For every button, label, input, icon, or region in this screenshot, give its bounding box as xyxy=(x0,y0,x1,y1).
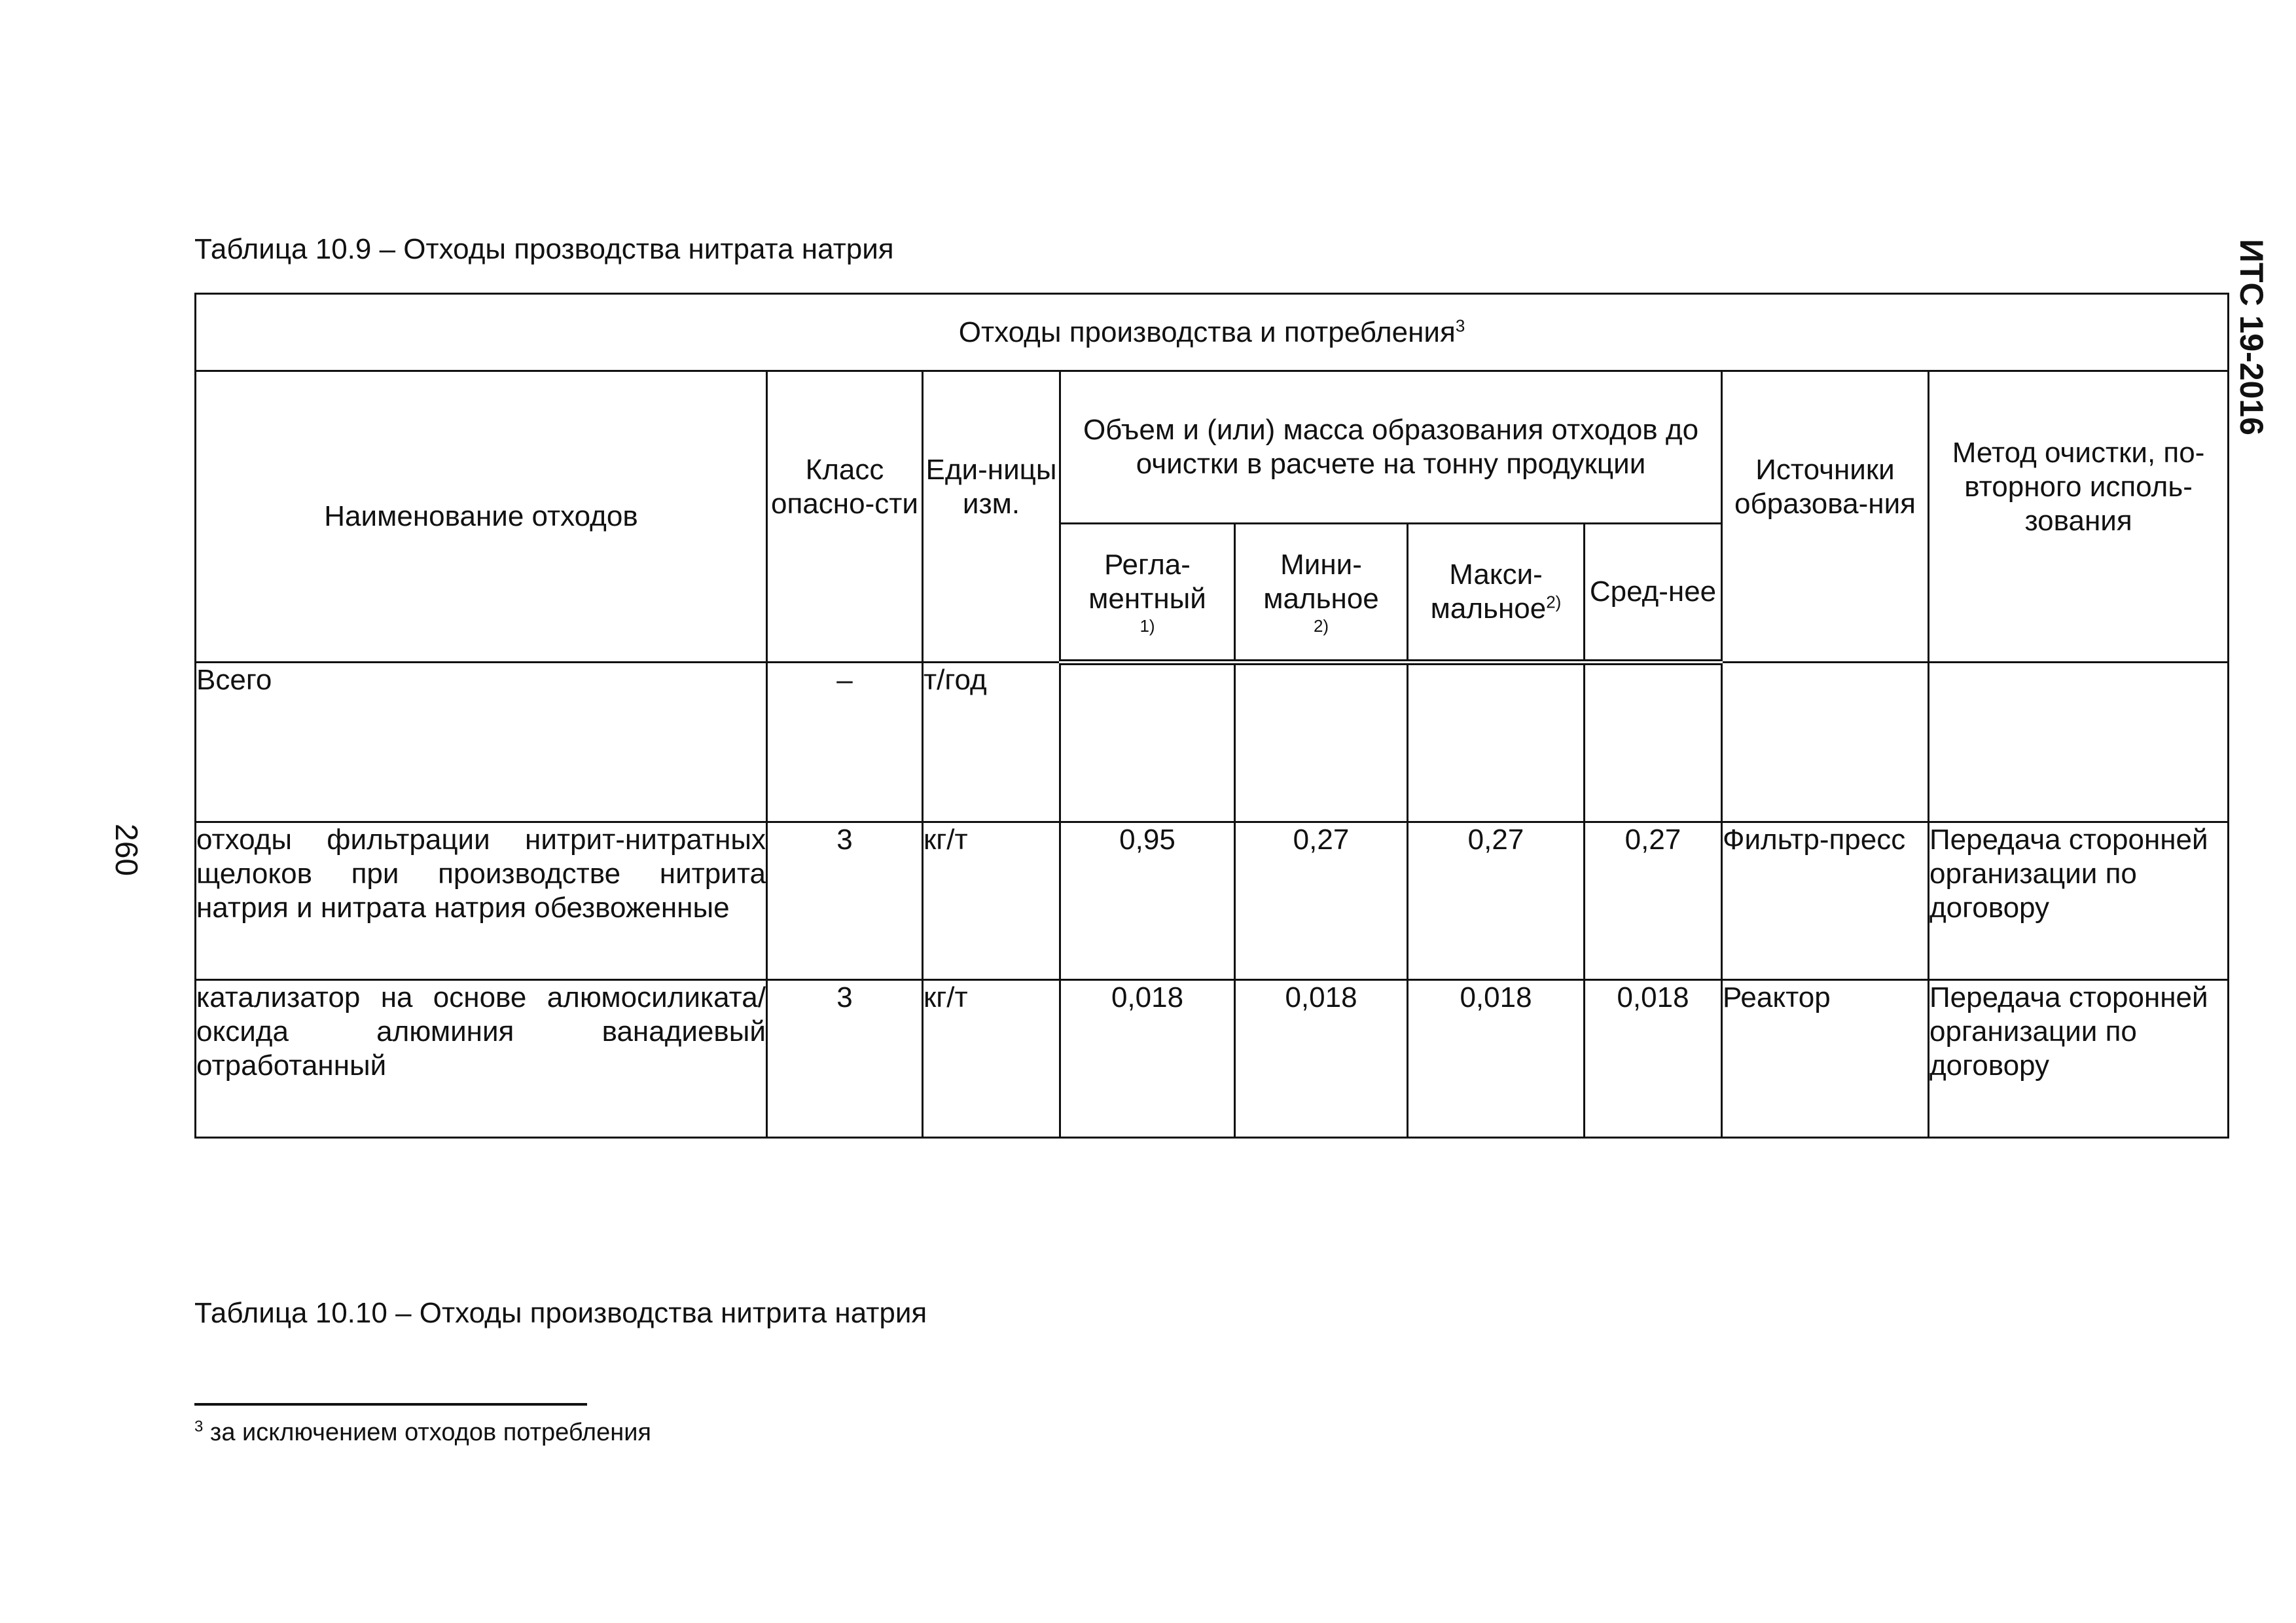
document-code: ИТС 19-2016 xyxy=(2233,239,2270,435)
table-title-text: Отходы производства и потребления xyxy=(958,316,1456,348)
cell-maximum: 0,018 xyxy=(1408,980,1585,1138)
table-row xyxy=(196,663,2229,822)
footnote-text: за исключением отходов потребления xyxy=(203,1419,652,1446)
cell-minimum xyxy=(1235,663,1408,822)
cell-maximum: 0,27 xyxy=(1408,822,1585,980)
subheader-maximum-note: 2) xyxy=(1546,592,1562,612)
header-hazard-class: Класс опасно-сти xyxy=(767,371,923,663)
cell-hazard-class: 3 xyxy=(767,822,923,980)
subheader-regulated xyxy=(1060,524,1235,663)
cell-regulated xyxy=(1060,663,1235,822)
cell-minimum: 0,27 xyxy=(1235,822,1408,980)
header-name: Наименование отходов xyxy=(196,371,767,663)
cell-method: Передача сторонней организации по договору xyxy=(1929,822,2229,980)
subheader-average: Сред-нее xyxy=(1585,524,1722,663)
page-number: 260 xyxy=(109,824,143,877)
cell-units: кг/т xyxy=(923,822,1060,980)
cell-regulated: 0,95 xyxy=(1060,822,1235,980)
footnote xyxy=(194,1417,651,1448)
cell-name: отходы фильтрации нитрит-нитратных щелоков при производстве нитрита натрия и нитрата натрия обезвоженные xyxy=(196,822,767,980)
cell-units: т/год xyxy=(923,663,1060,822)
cell-source xyxy=(1722,663,1929,822)
cell-minimum: 0,018 xyxy=(1235,980,1408,1138)
subheader-maximum-label: Макси-мальное xyxy=(1430,558,1547,625)
subheader-regulated-note: 1) xyxy=(1139,616,1155,636)
subheader-maximum xyxy=(1408,524,1585,663)
table-title xyxy=(196,294,2229,371)
cell-hazard-class: – xyxy=(767,663,923,822)
subheader-minimum-label: Мини-мальное xyxy=(1263,549,1379,615)
cell-units: кг/т xyxy=(923,980,1060,1138)
cell-hazard-class: 3 xyxy=(767,980,923,1138)
cell-name: Всего xyxy=(196,663,767,822)
header-units: Еди-ницы изм. xyxy=(923,371,1060,663)
header-sources: Источники образова-ния xyxy=(1722,371,1929,663)
cell-source: Реактор xyxy=(1722,980,1929,1138)
subheader-minimum xyxy=(1235,524,1408,663)
header-volume-group: Объем и (или) масса образования отходов до очистки в расчете на тонну продукции xyxy=(1060,371,1722,524)
cell-regulated: 0,018 xyxy=(1060,980,1235,1138)
table-row xyxy=(196,822,2229,980)
subheader-minimum-note: 2) xyxy=(1313,616,1329,636)
cell-source: Фильтр-пресс xyxy=(1722,822,1929,980)
cell-average xyxy=(1585,663,1722,822)
table-title-footnote-mark: 3 xyxy=(1455,315,1465,335)
footnote-divider xyxy=(194,1403,587,1406)
header-method: Метод очистки, по-вторного исполь-зования xyxy=(1929,371,2229,663)
table-row xyxy=(196,980,2229,1138)
table-caption: Таблица 10.9 – Отходы прозводства нитрата натрия xyxy=(194,233,894,265)
cell-average: 0,018 xyxy=(1585,980,1722,1138)
cell-method xyxy=(1929,663,2229,822)
cell-maximum xyxy=(1408,663,1585,822)
cell-name: катализатор на основе алюмосиликата/оксида алюминия ванадиевый отработанный xyxy=(196,980,767,1138)
cell-method: Передача сторонней организации по договору xyxy=(1929,980,2229,1138)
footnote-mark: 3 xyxy=(194,1417,204,1436)
subheader-regulated-label: Регла-ментный xyxy=(1088,549,1206,615)
next-table-caption: Таблица 10.10 – Отходы производства нитрита натрия xyxy=(194,1297,927,1329)
cell-average: 0,27 xyxy=(1585,822,1722,980)
waste-table xyxy=(194,293,2229,1139)
